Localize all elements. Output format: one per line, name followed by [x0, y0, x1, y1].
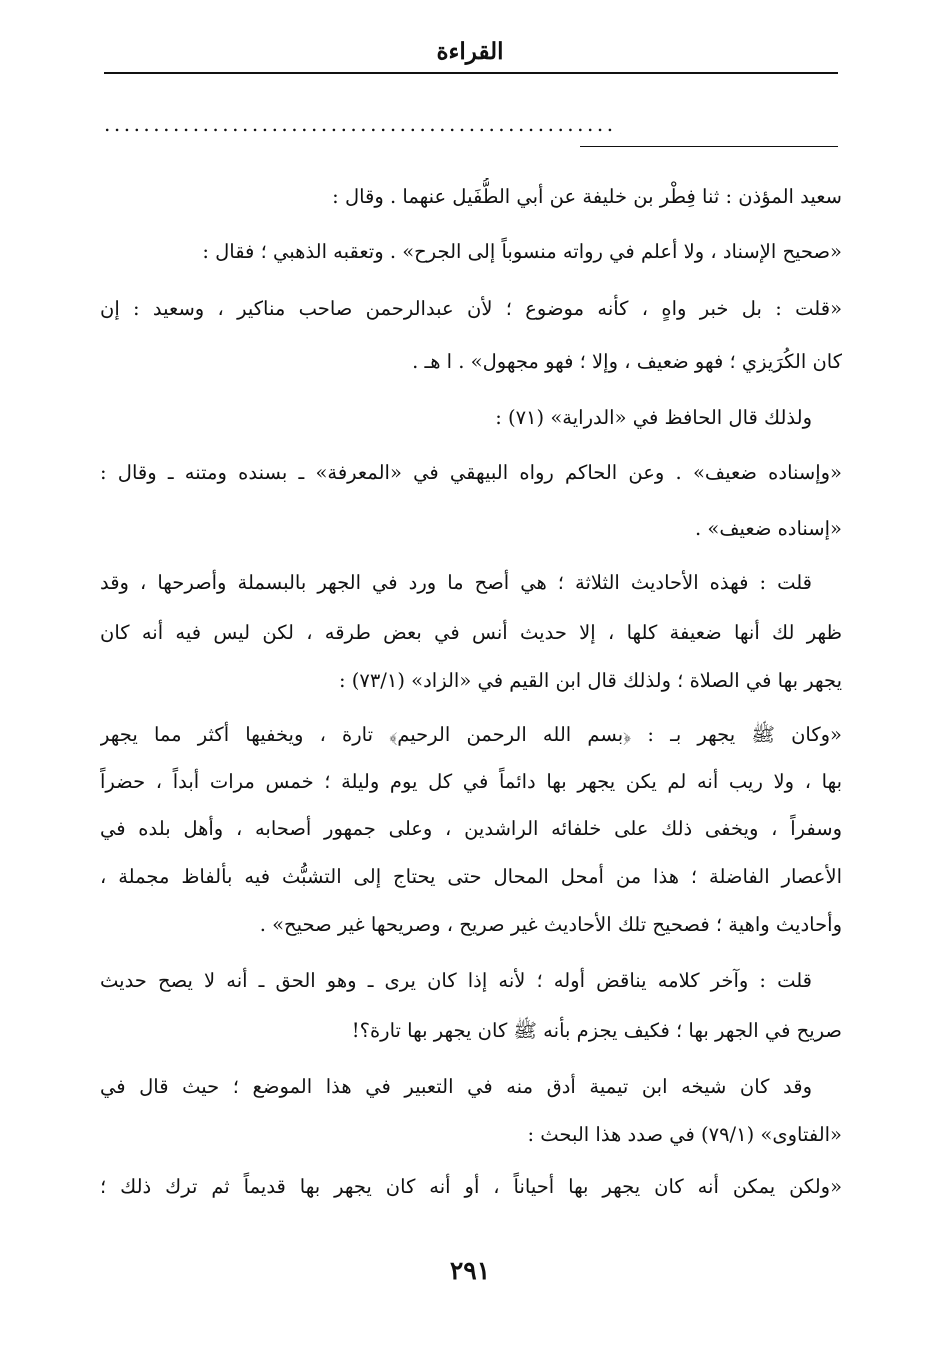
text-line: «وكان ﷺ يجهر بـ : ﴿بسم الله الرحمن الرحيم﴾ تارة ، ويخفيها أكثر مما يجهر — [100, 723, 842, 746]
text-line: صريح في الجهر بها ؛ فكيف يجزم بأنه ﷺ كان يجهر بها تارة؟! — [351, 1019, 842, 1042]
text-line: يجهر بها في الصلاة ؛ ولذلك قال ابن القيم في «الزاد» (٧٣/١) : — [338, 669, 842, 692]
text-line: «صحيح الإسناد ، ولا أعلم في رواته منسوباً إلى الجرح» . وتعقبه الذهبي ؛ فقال : — [202, 240, 842, 263]
text-line: كان الكُرَيزي ؛ فهو ضعيف ، وإلا ؛ فهو مجهول» . ا هـ . — [412, 350, 842, 373]
text-line: ولذلك قال الحافظ في «الدراية» (٧١) : — [495, 406, 812, 429]
text-line: وأحاديث واهية ؛ فصحيح تلك الأحاديث غير صريح ، وصريحها غير صحيح» . — [259, 913, 842, 936]
text-line: سعيد المؤذن : ثنا فِطْر بن خليفة عن أبي الطُّفَيل عنهما . وقال : — [332, 185, 842, 208]
dotted-separator: .................................................... — [104, 114, 617, 134]
text-line: «إسناده ضعيف» . — [695, 517, 842, 540]
text-line: «الفتاوى» (٧٩/١) في صدد هذا البحث : — [527, 1123, 842, 1146]
text-line: «قلت : بل خبر واهٍ ، كأنه موضوع ؛ لأن عبدالرحمن صاحب مناكير ، وسعيد : إن — [100, 297, 842, 320]
header-rule — [104, 72, 838, 74]
text-line: قلت : فهذه الأحاديث الثلاثة ؛ هي أصح ما ورد في الجهر بالبسملة وأصرحها ، وقد — [100, 571, 812, 594]
footnote-rule — [580, 146, 838, 147]
page-number: ٢٩١ — [449, 1256, 491, 1285]
text-line: وسفراً ، ويخفى ذلك على خلفائه الراشدين ، وعلى جمهور أصحابه ، وأهل بلده في — [100, 817, 842, 840]
text-line: «ولكن يمكن أنه كان يجهر بها أحياناً ، أو أنه كان يجهر بها قديماً ثم ترك ذلك ؛ — [100, 1175, 842, 1198]
text-line: بها ، ولا ريب أنه لم يكن يجهر بها دائماً في كل يوم وليلة ؛ خمس مرات أبداً ، حضراً — [100, 770, 842, 793]
running-title: القراءة — [436, 38, 504, 65]
text-line: ظهر لك أنها ضعيفة كلها ، إلا حديث أنس في بعض طرقه ، لكن ليس فيه أنه كان — [100, 621, 842, 644]
text-line: وقد كان شيخه ابن تيمية أدق منه في التعبير في هذا الموضع ؛ حيث قال في — [100, 1075, 812, 1098]
text-line: الأعصار الفاضلة ؛ هذا من أمحل المحال حتى يحتاج إلى التشبُّث فيه بألفاظ مجملة ، — [100, 865, 842, 888]
text-line: «وإسناده ضعيف» . وعن الحاكم رواه البيهقي في «المعرفة» ـ بسنده ومتنه ـ وقال : — [100, 461, 842, 484]
text-line: قلت : وآخر كلامه يناقض أوله ؛ لأنه إذا كان يرى ـ وهو الحق ـ أنه لا يصح حديث — [100, 969, 812, 992]
